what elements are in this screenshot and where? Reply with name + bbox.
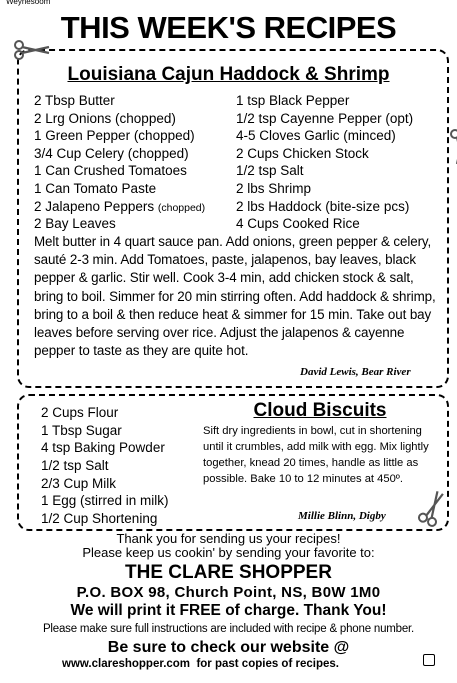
ingredient-row (34, 198, 205, 216)
recipe1-directions: Melt butter in 4 quart sauce pan. Add onions, green pepper & celery, sauté 2-3 min. Add Tomatoes, paste, jalapenos, bay leaves, black pepper & garlic. Stir well. Cook 3-4 min, add chicken stock & salt, bring to boil. Simmer for 20 min stirring often. Add haddock & shrimp, bring to a boil & then reduce heat & simmer for 15 min. Take out bay leaves before serving over rice. Adjust the jalapenos & cayenne pepper to taste as they are quite hot. (34, 234, 436, 359)
ingredient: 1/2 tsp Cayenne Pepper (opt) (236, 110, 414, 126)
ingredient: 1/2 Cup Shortening (41, 511, 158, 527)
shopper-name: THE CLARE SHOPPER (125, 562, 332, 583)
ingredient: 1 Egg (stirred in milk) (41, 493, 169, 509)
page-title: THIS WEEK'S RECIPES (60, 10, 397, 45)
mailing-address: P.O. BOX 98, Church Point, NS, B0W 1M0 (76, 584, 381, 601)
ingredient: 1 tsp Black Pepper (236, 93, 350, 108)
ingredient: 1 Tbsp Sugar (41, 422, 122, 438)
ingredient: 2 lbs Shrimp (236, 180, 312, 196)
ingredient: 2 Jalapeno Peppers (34, 198, 155, 214)
recipe2-author: Millie Blinn, Digby (298, 510, 386, 522)
ingredient: 4-5 Cloves Garlic (minced) (236, 128, 396, 144)
scissors-icon (13, 39, 51, 61)
keep-cooking-text: Please keep us cookin' by sending your favorite to: (82, 545, 375, 560)
scissors-icon (449, 128, 457, 166)
ingredient: 4 tsp Baking Powder (41, 440, 165, 456)
instructions-text: Please make sure full instructions are included with recipe & phone number. (42, 623, 415, 635)
website-link[interactable]: www.clareshopper.com (62, 658, 191, 670)
ingredient: 2 Cups Chicken Stock (236, 145, 369, 161)
ingredient: 2 Cups Flour (41, 405, 119, 420)
recipe1-author: David Lewis, Bear River (300, 366, 411, 378)
website-suffix: for past copies of recipes. (196, 658, 339, 670)
ingredient: 4 Cups Cooked Rice (236, 216, 360, 232)
ingredient: 1/2 tsp Salt (236, 163, 304, 179)
recipe2-ingredients (41, 404, 169, 528)
ingredient-note: (chopped) (157, 201, 206, 214)
ingredient: 2 lbs Haddock (bite-size pcs) (236, 198, 410, 214)
top-cut-text: Weynesoom (6, 0, 51, 6)
recipe2-directions: Sift dry ingredients in bowl, cut in shortening until it crumbles, add milk with egg. Mix lightly together, knead 20 times, handle as little as possible. Bake 10 to 12 minutes at 450º. (203, 425, 429, 486)
checkbox-icon (423, 654, 435, 666)
ingredient: 1 Can Crushed Tomatoes (34, 163, 187, 179)
website-line (62, 657, 339, 671)
ingredient: 2 Bay Leaves (34, 216, 116, 232)
ingredient: 1/2 tsp Salt (41, 458, 109, 474)
thanks-text: Thank you for sending us your recipes! (116, 531, 341, 546)
ingredient: 1 Green Pepper (chopped) (34, 128, 195, 144)
ingredient: 2 Tbsp Butter (34, 93, 115, 108)
website-callout: Be sure to check our website @ (107, 639, 350, 656)
recipe2-title: Cloud Biscuits (253, 400, 387, 421)
recipe1-title: Louisiana Cajun Haddock & Shrimp (67, 64, 390, 85)
ingredient: 3/4 Cup Celery (chopped) (34, 145, 189, 161)
ingredient: 2 Lrg Onions (chopped) (34, 110, 176, 126)
recipe1-ingredients-left (34, 92, 205, 233)
ingredient: 2/3 Cup Milk (41, 475, 117, 491)
print-free-text: We will print it FREE of charge. Thank You! (70, 602, 387, 619)
recipe1-ingredients-right (236, 92, 413, 233)
ingredient: 1 Can Tomato Paste (34, 180, 157, 196)
